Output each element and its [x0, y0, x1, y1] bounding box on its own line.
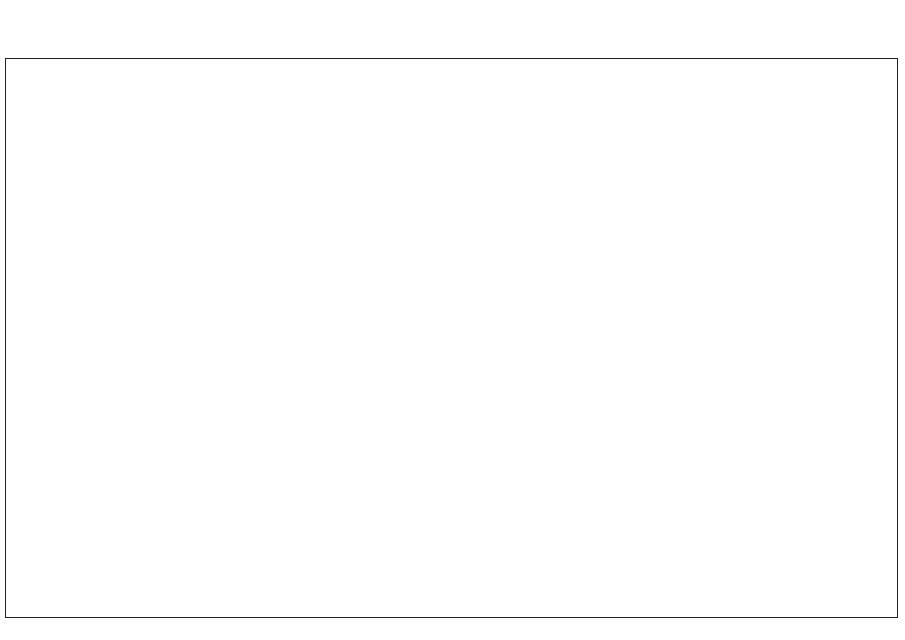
capital-construction-table: [5, 58, 898, 618]
